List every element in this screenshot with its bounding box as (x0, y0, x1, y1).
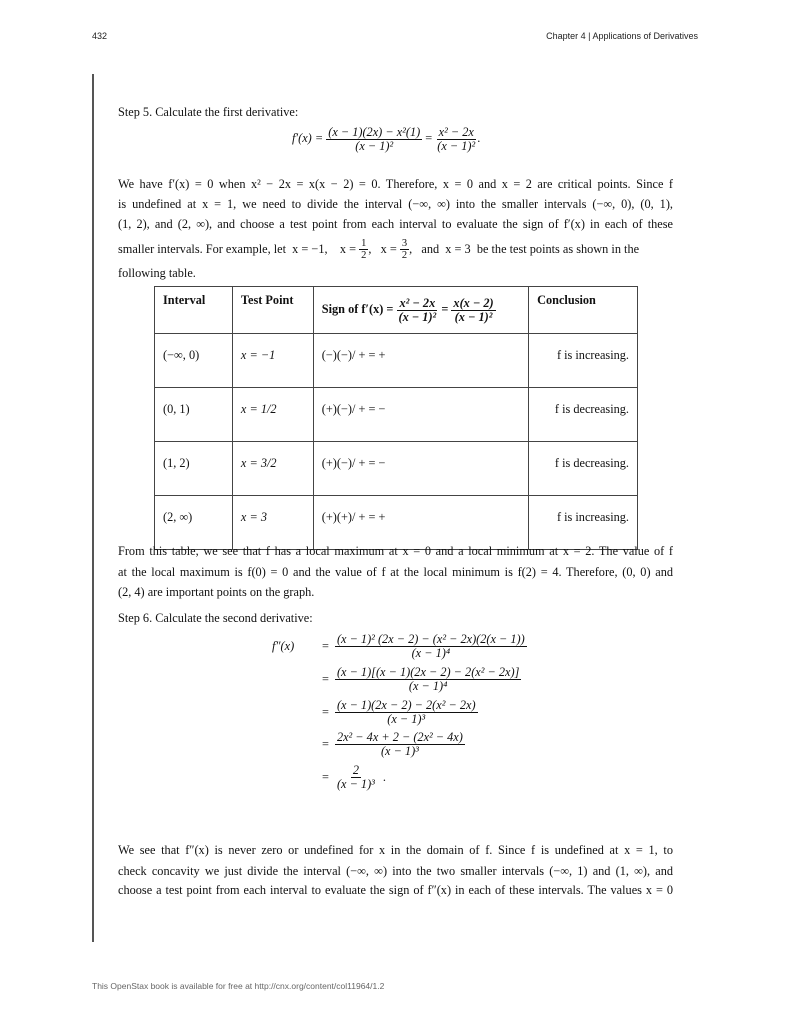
paragraph-line: We see that f″(x) is never zero or undefined for x in the domain of f. Since f is undefined at x = 1, to (118, 843, 673, 857)
equals: = (322, 770, 329, 785)
numerator: x² − 2x (399, 295, 436, 310)
denominator: (x − 1)² (437, 138, 476, 153)
denominator: (x − 1)² (454, 309, 493, 324)
sign-table (154, 286, 638, 550)
fraction (335, 666, 521, 693)
footer-text: This OpenStax book is available for free at http://cnx.org/content/col11964/1.2 (92, 981, 385, 991)
header-test-point: Test Point (232, 287, 313, 334)
cell-test-point: x = 3/2 (232, 442, 313, 496)
numerator: 1 (361, 238, 367, 249)
eq-step (272, 633, 527, 660)
text: , and x = 3 be the test points as shown in the (409, 242, 640, 257)
paragraph-line: choose a test point from each interval to evaluate the sign of f″(x) in each of these intervals. The values x = 0 (118, 883, 673, 897)
numerator: x(x − 2) (453, 295, 494, 310)
eq-step (272, 699, 527, 726)
table-header-row (155, 287, 638, 334)
denominator: 2 (401, 250, 408, 262)
denominator: (x − 1)³ (336, 777, 375, 792)
margin-rule (92, 74, 94, 942)
paragraph-line: (1, 2), and (2, ∞), and choose a test point from each interval to evaluate the sign of f′(x) in each of these (118, 217, 673, 231)
fraction-three-halves (400, 238, 409, 261)
fraction (396, 297, 438, 324)
table-row (155, 388, 638, 442)
cell-conclusion: f is decreasing. (529, 442, 638, 496)
paragraph-line: at the local maximum is f(0) = 0 and the value of f at the local minimum is f(2) = 4. Therefore, (0, 0) and (118, 565, 673, 579)
equals: = (322, 671, 329, 686)
cell-sign: (−)(−)/ + = + (313, 334, 528, 388)
equals: = (425, 131, 433, 146)
period: . (382, 770, 386, 785)
paragraph-line: following table. (118, 266, 196, 280)
numerator: (x − 1)(2x) − x²(1) (328, 125, 421, 139)
cell-interval: (1, 2) (155, 442, 233, 496)
denominator: (x − 1)³ (387, 711, 426, 726)
header-sign (313, 287, 528, 334)
numerator: (x − 1)² (2x − 2) − (x² − 2x)(2(x − 1)) (336, 632, 525, 646)
fraction (335, 699, 478, 726)
eq-step (272, 764, 527, 791)
paragraph-line (118, 238, 673, 261)
fraction (435, 126, 477, 153)
second-derivative-equation (272, 633, 527, 791)
denominator: (x − 1)⁴ (411, 645, 451, 660)
denominator: (x − 1)³ (380, 744, 419, 759)
first-derivative-equation (292, 126, 480, 153)
paragraph-line: (2, 4) are important points on the graph. (118, 585, 315, 599)
sign-label: Sign of f′(x) = (321, 301, 394, 316)
cell-conclusion: f is decreasing. (529, 388, 638, 442)
cell-sign: (+)(−)/ + = − (313, 388, 528, 442)
fraction (335, 633, 527, 660)
cell-sign: (+)(+)/ + = + (313, 496, 528, 550)
header-interval: Interval (155, 287, 233, 334)
numerator: (x − 1)[(x − 1)(2x − 2) − 2(x² − 2x)] (336, 664, 520, 679)
text: smaller intervals. For example, let x = −1, x = (118, 242, 360, 257)
chapter-title: Chapter 4 | Applications of Derivatives (546, 31, 698, 41)
fraction (451, 297, 495, 324)
equals: = (322, 704, 329, 719)
cell-sign: (+)(−)/ + = − (313, 442, 528, 496)
table-row (155, 442, 638, 496)
denominator: 2 (361, 250, 367, 262)
numerator: 2x² − 4x + 2 − (2x² − 4x) (336, 730, 463, 745)
fraction (335, 731, 465, 758)
header-conclusion: Conclusion (529, 287, 638, 334)
step5-title: Step 5. Calculate the first derivative: (118, 105, 299, 119)
equals: = (441, 301, 449, 316)
cell-conclusion: f is increasing. (529, 334, 638, 388)
paragraph-line: check concavity we just divide the interval (−∞, ∞) into the two smaller intervals (−∞, 1) and (1, ∞), and (118, 864, 673, 878)
fraction (326, 126, 422, 153)
numerator: x² − 2x (438, 125, 474, 139)
table-row (155, 334, 638, 388)
table-row (155, 496, 638, 550)
step6-title: Step 6. Calculate the second derivative: (118, 611, 313, 625)
denominator: (x − 1)² (398, 309, 437, 324)
eq-lhs: f″(x) (272, 638, 295, 653)
equals: = (322, 638, 329, 653)
numerator: 3 (401, 238, 408, 249)
denominator: (x − 1)⁴ (408, 678, 448, 693)
eq-lhs: f′(x) = (292, 131, 324, 146)
cell-interval: (2, ∞) (155, 496, 233, 550)
cell-test-point: x = 1/2 (232, 388, 313, 442)
denominator: (x − 1)² (355, 138, 394, 153)
fraction-one-half (359, 238, 368, 261)
cell-interval: (0, 1) (155, 388, 233, 442)
paragraph-line: is undefined at x = 1, we need to divide the interval (−∞, ∞) into the smaller intervals (−∞, 0), (0, 1), (118, 197, 673, 211)
numerator: (x − 1)(2x − 2) − 2(x² − 2x) (336, 697, 476, 712)
text: , x = (368, 242, 400, 257)
paragraph-line: We have f′(x) = 0 when x² − 2x = x(x − 2) = 0. Therefore, x = 0 and x = 2 are critical points. Since f (118, 177, 673, 191)
cell-test-point: x = −1 (232, 334, 313, 388)
page-number: 432 (92, 31, 108, 41)
numerator: 2 (352, 763, 359, 778)
period: . (477, 131, 481, 146)
paragraph-line: From this table, we see that f has a local maximum at x = 0 and a local minimum at x = 2. The value of f (118, 544, 673, 558)
fraction (335, 764, 377, 791)
cell-interval: (−∞, 0) (155, 334, 233, 388)
equals: = (322, 737, 329, 752)
cell-conclusion: f is increasing. (529, 496, 638, 550)
cell-test-point: x = 3 (232, 496, 313, 550)
eq-step (272, 731, 527, 758)
eq-step (272, 666, 527, 693)
